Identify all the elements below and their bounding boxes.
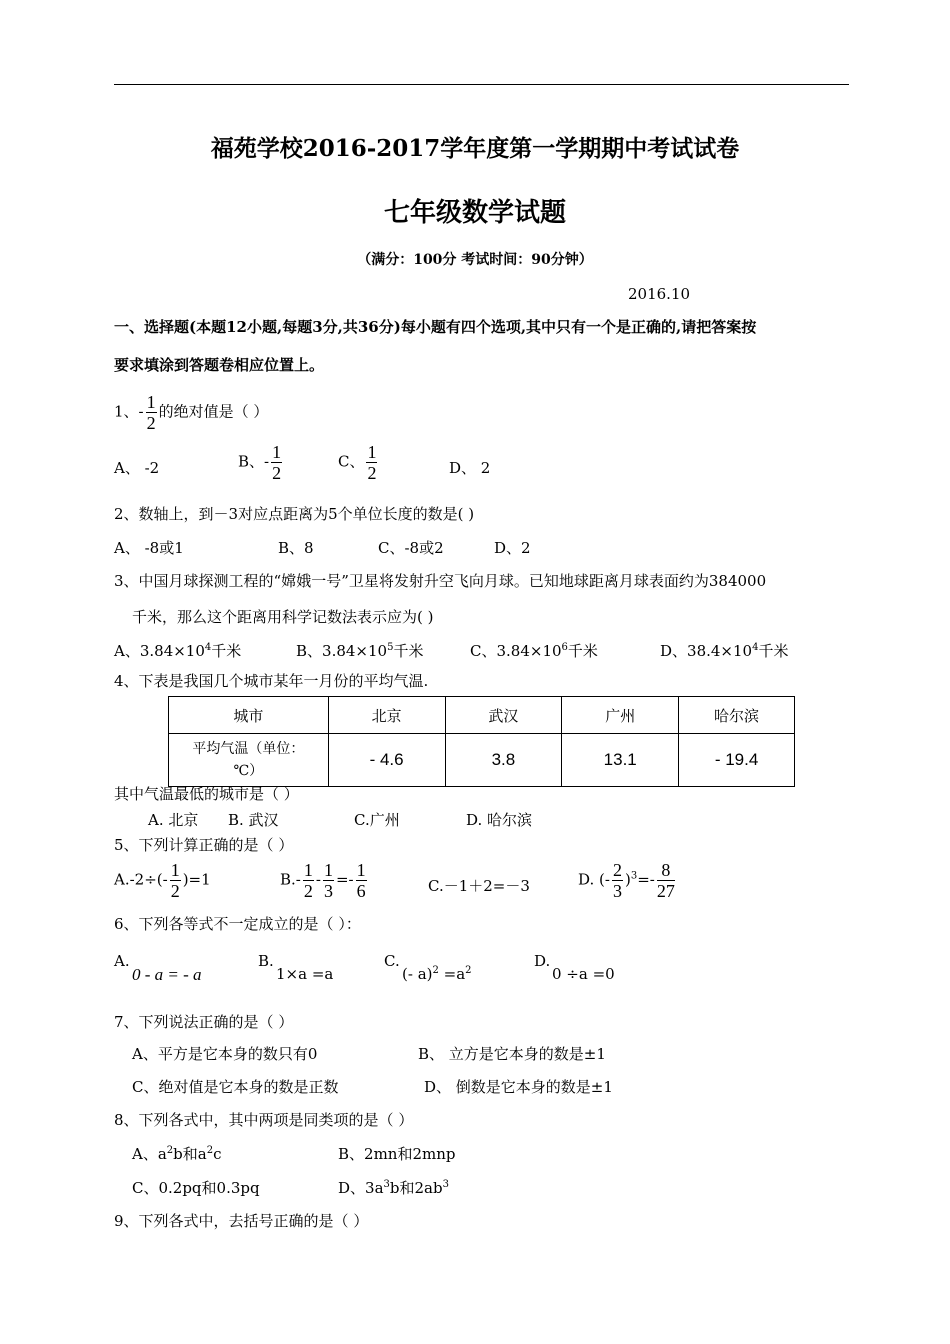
table-header-cell: 哈尔滨 [679,697,795,734]
q7-option-c: C、绝对值是它本身的数是正数 [132,1078,339,1096]
table-cell: - 4.6 [328,734,445,787]
q5-option-c: C.－1＋2=－3 [428,877,530,895]
question-7: 7、下列说法正确的是（ ） [114,1013,294,1031]
q4-option-b: B. 武汉 [228,811,279,829]
table-header-cell: 北京 [328,697,445,734]
q3-option-a: A、$3.84\times 10^4$千米 [114,642,242,660]
question-8: 8、下列各式中，其中两项是同类项的是（ ） [114,1111,414,1129]
fraction: $\frac{1}{2}$ [146,392,156,433]
q3-option-d: D、$38.4\times 10^4$千米 [660,642,789,660]
q5-option-a: A.-2÷(- $\frac{1}{2}$ )=1 [114,860,211,901]
q1-option-d: D、 2 [449,459,491,477]
q6-option-a: 0 - a = - a [132,965,202,984]
q2-option-b: B、8 [278,539,314,557]
q7-option-a: A、平方是它本身的数只有0 [132,1045,318,1063]
top-rule [114,84,849,85]
table-cell: 3.8 [445,734,562,787]
table-row-label: 平均气温（单位： ℃） [169,734,329,787]
q4-option-a: A. 北京 [148,811,199,829]
q6-option-d: 0 ÷a =0 [552,965,615,983]
q8-option-a: A、$a^2b$和$a^2c$ [132,1145,222,1163]
table-header-cell: 广州 [562,697,679,734]
q6-option-a-label: A. [114,952,130,970]
table-row [169,734,795,787]
question-4: 4、下表是我国几个城市某年一月份的平均气温. [114,672,429,690]
subject-title: 七年级数学试题 [383,198,566,228]
table-row [169,697,795,734]
q1-option-b: B、- $\frac{1}{2}$ [238,442,282,483]
table-header-cell: 武汉 [445,697,562,734]
q4-option-d: D. 哈尔滨 [466,811,533,829]
question-9: 9、下列各式中，去括号正确的是（ ） [114,1212,369,1230]
table-cell: - 19.4 [679,734,795,787]
q5-option-b: B.- $\frac{1}{2}$ - $\frac{1}{3}$ =- $\frac{1}{6}$ [280,860,366,901]
question-1: 1、- $\frac{1}{2}$ 的绝对值是（ ） [114,392,269,433]
school-title: 福苑学校2016-2017学年度第一学期期中考试试卷 [210,135,740,162]
question-6: 6、下列各等式不一定成立的是（ ）： [114,915,361,933]
q3-option-c: C、$3.84\times 10^6$千米 [470,642,598,660]
q6-option-b: 1×a =a [276,965,334,983]
q2-option-a: A、 -8或1 [114,539,184,557]
question-5: 5、下列计算正确的是（ ） [114,836,294,854]
section-heading-line1: 一、选择题(本题12小题,每题3分,共36分)每小题有四个选项,其中只有一个是正确的,请把答案按 [114,318,757,336]
q2-option-c: C、-8或2 [378,539,444,557]
q8-option-c: C、0.2pq和0.3pq [132,1179,260,1197]
q1-option-c: C、 $\frac{1}{2}$ [338,442,377,483]
question-3-line1: 3、中国月球探测工程的“嫦娥一号”卫星将发射升空飞向月球。已知地球距离月球表面约为384000 [114,572,767,590]
q6-option-c-label: C. [384,952,400,970]
table-header-cell: 城市 [169,697,329,734]
exam-date: 2016.10 [628,285,691,303]
q3-option-b: B、$3.84\times 10^5$千米 [296,642,424,660]
q1-option-a: A、 -2 [114,459,160,477]
q4-option-c: C.广州 [354,811,400,829]
question-3-line2: 千米，那么这个距离用科学记数法表示应为( ) [132,608,434,626]
q6-option-b-label: B. [258,952,274,970]
table-cell: 13.1 [562,734,679,787]
q8-option-b: B、2mn和2mnp [338,1145,456,1163]
q6-option-d-label: D. [534,952,551,970]
q8-option-d: D、$3a^3b$和$2ab^3$ [338,1179,449,1197]
question-2: 2、数轴上，到－3对应点距离为5个单位长度的数是( ) [114,505,475,523]
q7-option-d: D、 倒数是它本身的数是±1 [424,1078,613,1096]
q6-option-c: (- $a)^2 =a^2$ [402,965,472,983]
q4-question: 其中气温最低的城市是（ ） [114,785,299,803]
temperature-table [168,696,795,787]
exam-meta: （满分：100分 考试时间：90分钟） [357,252,593,268]
section-heading-line2: 要求填涂到答题卷相应位置上。 [114,356,325,374]
q5-option-d: D. (- $\frac{2}{3}$ )$^3$=- $\frac{8}{27}$ [578,860,675,901]
q2-option-d: D、2 [494,539,531,557]
q7-option-b: B、 立方是它本身的数是±1 [418,1045,606,1063]
